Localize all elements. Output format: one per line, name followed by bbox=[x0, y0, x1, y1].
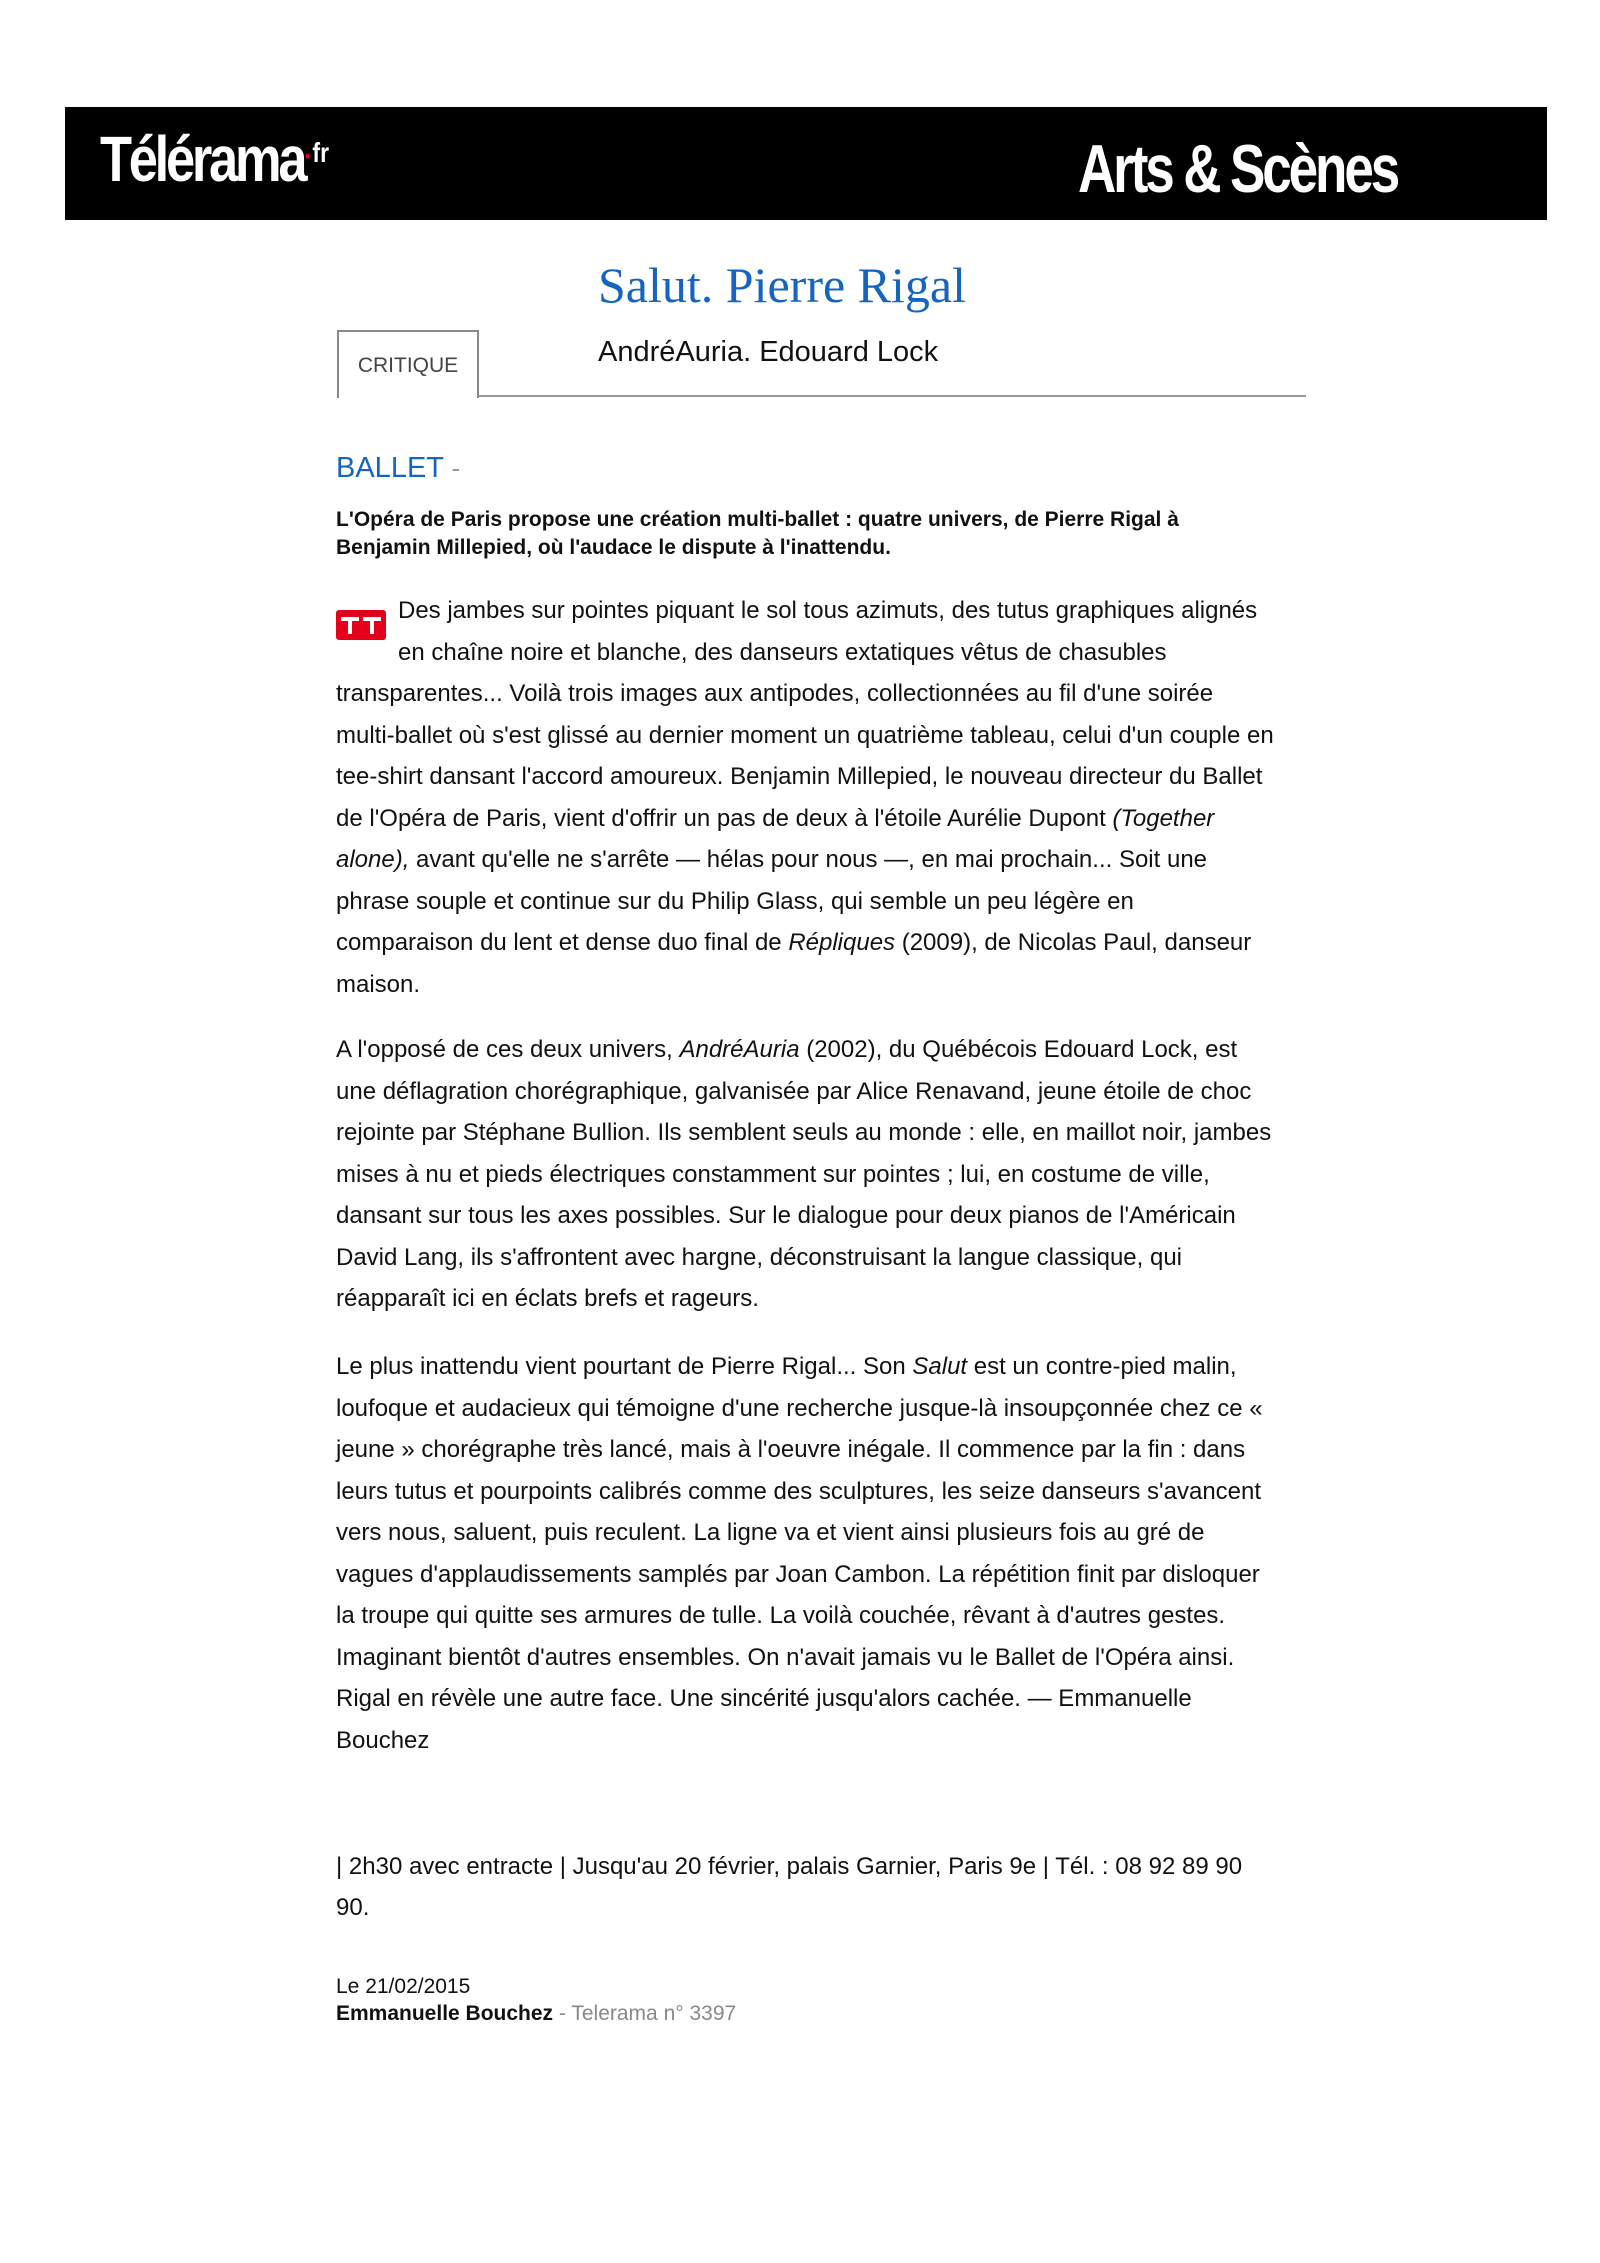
paragraph-2 bbox=[336, 1029, 1276, 1320]
p1-text-a: Des jambes sur pointes piquant le sol tous azimuts, des tutus graphiques alignés en chaîne noire et blanche, des danseurs extatiques vêtus de chasubles transparentes... Voilà trois images aux antipodes, collectionnées au fil d'une soirée multi-ballet où s'est glissé au dernier moment un quatrième tableau, celui d'un couple en tee-shirt dansant l'accord amoureux. Benjamin Millepied, le nouveau directeur du Ballet de l'Opéra de Paris, vient d'offrir un pas de deux à l'étoile Aurélie Dupont bbox=[336, 597, 1274, 832]
telerama-logo[interactable] bbox=[100, 119, 329, 199]
p2-italic-andreauria: AndréAuria bbox=[679, 1036, 800, 1063]
p1-italic-title: (Together alone), bbox=[336, 804, 1215, 873]
rubric-label[interactable] bbox=[336, 448, 460, 488]
byline bbox=[336, 2000, 736, 2027]
p1-text-e: (2009), de Nicolas Paul, danseur maison. bbox=[336, 929, 1252, 998]
tt-rating-icon bbox=[336, 610, 386, 640]
p3-text-a: Le plus inattendu vient pourtant de Pierre Rigal... Son bbox=[336, 1353, 913, 1380]
practical-info: | 2h30 avec entracte | Jusqu'au 20 février, palais Garnier, Paris 9e | Tél. : 08 92 89 90 90. bbox=[336, 1853, 1243, 1921]
byline-separator: - bbox=[553, 2002, 572, 2025]
p3-text-c: est un contre-pied malin, loufoque et audacieux qui témoigne d'une recherche jusque-là insoupçonnée chez ce « jeune » chorégraphe très lancé, mais à l'oeuvre inégale. Il commence par la fin : dans leurs tutus et pourpoints calibrés comme des sculptures, les seize danseurs s'avancent vers nous, saluent, puis reculent. La ligne va et vient ainsi plusieurs fois au gré de vagues d'applaudissements samplés par Joan Cambon. La répétition finit par disloquer la troupe qui quitte ses armures de tulle. La voilà couchée, rêvant à d'autres gestes. Imaginant bientôt d'autres ensembles. On n'avait jamais vu le Ballet de l'Opéra ainsi. Rigal en révèle une autre face. Une sincérité jusqu'alors cachée. — Emmanuelle Bouchez bbox=[336, 1353, 1263, 1754]
issue-number: Telerama n° 3397 bbox=[571, 2002, 737, 2025]
publication-date: Le 21/02/2015 bbox=[336, 1975, 471, 1998]
logo-left-text: Télérama bbox=[100, 123, 305, 195]
p3-italic-salut: Salut bbox=[912, 1353, 968, 1380]
p2-text-a: A l'opposé de ces deux univers, bbox=[336, 1036, 680, 1063]
logo-suffix: fr bbox=[312, 137, 330, 168]
logo-dot-icon: · bbox=[304, 140, 313, 173]
paragraph-3 bbox=[336, 1346, 1276, 1761]
p1-italic-repliques: Répliques bbox=[788, 929, 896, 956]
p1-text-c: avant qu'elle ne s'arrête — hélas pour nous —, en mai prochain... Soit une phrase souple et continue sur du Philip Glass, qui semble un peu légère en comparaison du lent et dense duo final de bbox=[336, 846, 1208, 956]
author-name: Emmanuelle Bouchez bbox=[336, 2002, 554, 2025]
tab-divider bbox=[479, 395, 1306, 397]
tab-critique[interactable]: CRITIQUE bbox=[337, 330, 479, 398]
rubric-dash: - bbox=[451, 453, 461, 483]
arts-scenes-logo[interactable]: Arts & Scènes bbox=[1077, 131, 1397, 207]
rubric-text: BALLET bbox=[336, 452, 444, 484]
article-lead: L'Opéra de Paris propose une création multi-ballet : quatre univers, de Pierre Rigal à Benjamin Millepied, où l'audace le dispute à l'inattendu. bbox=[336, 508, 1179, 559]
paragraph-1 bbox=[336, 590, 1276, 1005]
article-title: Salut. Pierre Rigal bbox=[598, 257, 966, 313]
header-banner bbox=[65, 107, 1547, 220]
article-subtitle: AndréAuria. Edouard Lock bbox=[598, 336, 939, 368]
p2-text-c: (2002), du Québécois Edouard Lock, est une déflagration chorégraphique, galvanisée par Alice Renavand, jeune étoile de choc rejointe par Stéphane Bullion. Ils semblent seuls au monde : elle, en maillot noir, jambes mises à nu et pieds électriques constamment sur pointes ; lui, en costume de ville, dansant sur tous les axes possibles. Sur le dialogue pour deux pianos de l'Américain David Lang, ils s'affrontent avec hargne, déconstruisant la langue classique, qui réapparaît ici en éclats brefs et rageurs. bbox=[336, 1036, 1272, 1312]
